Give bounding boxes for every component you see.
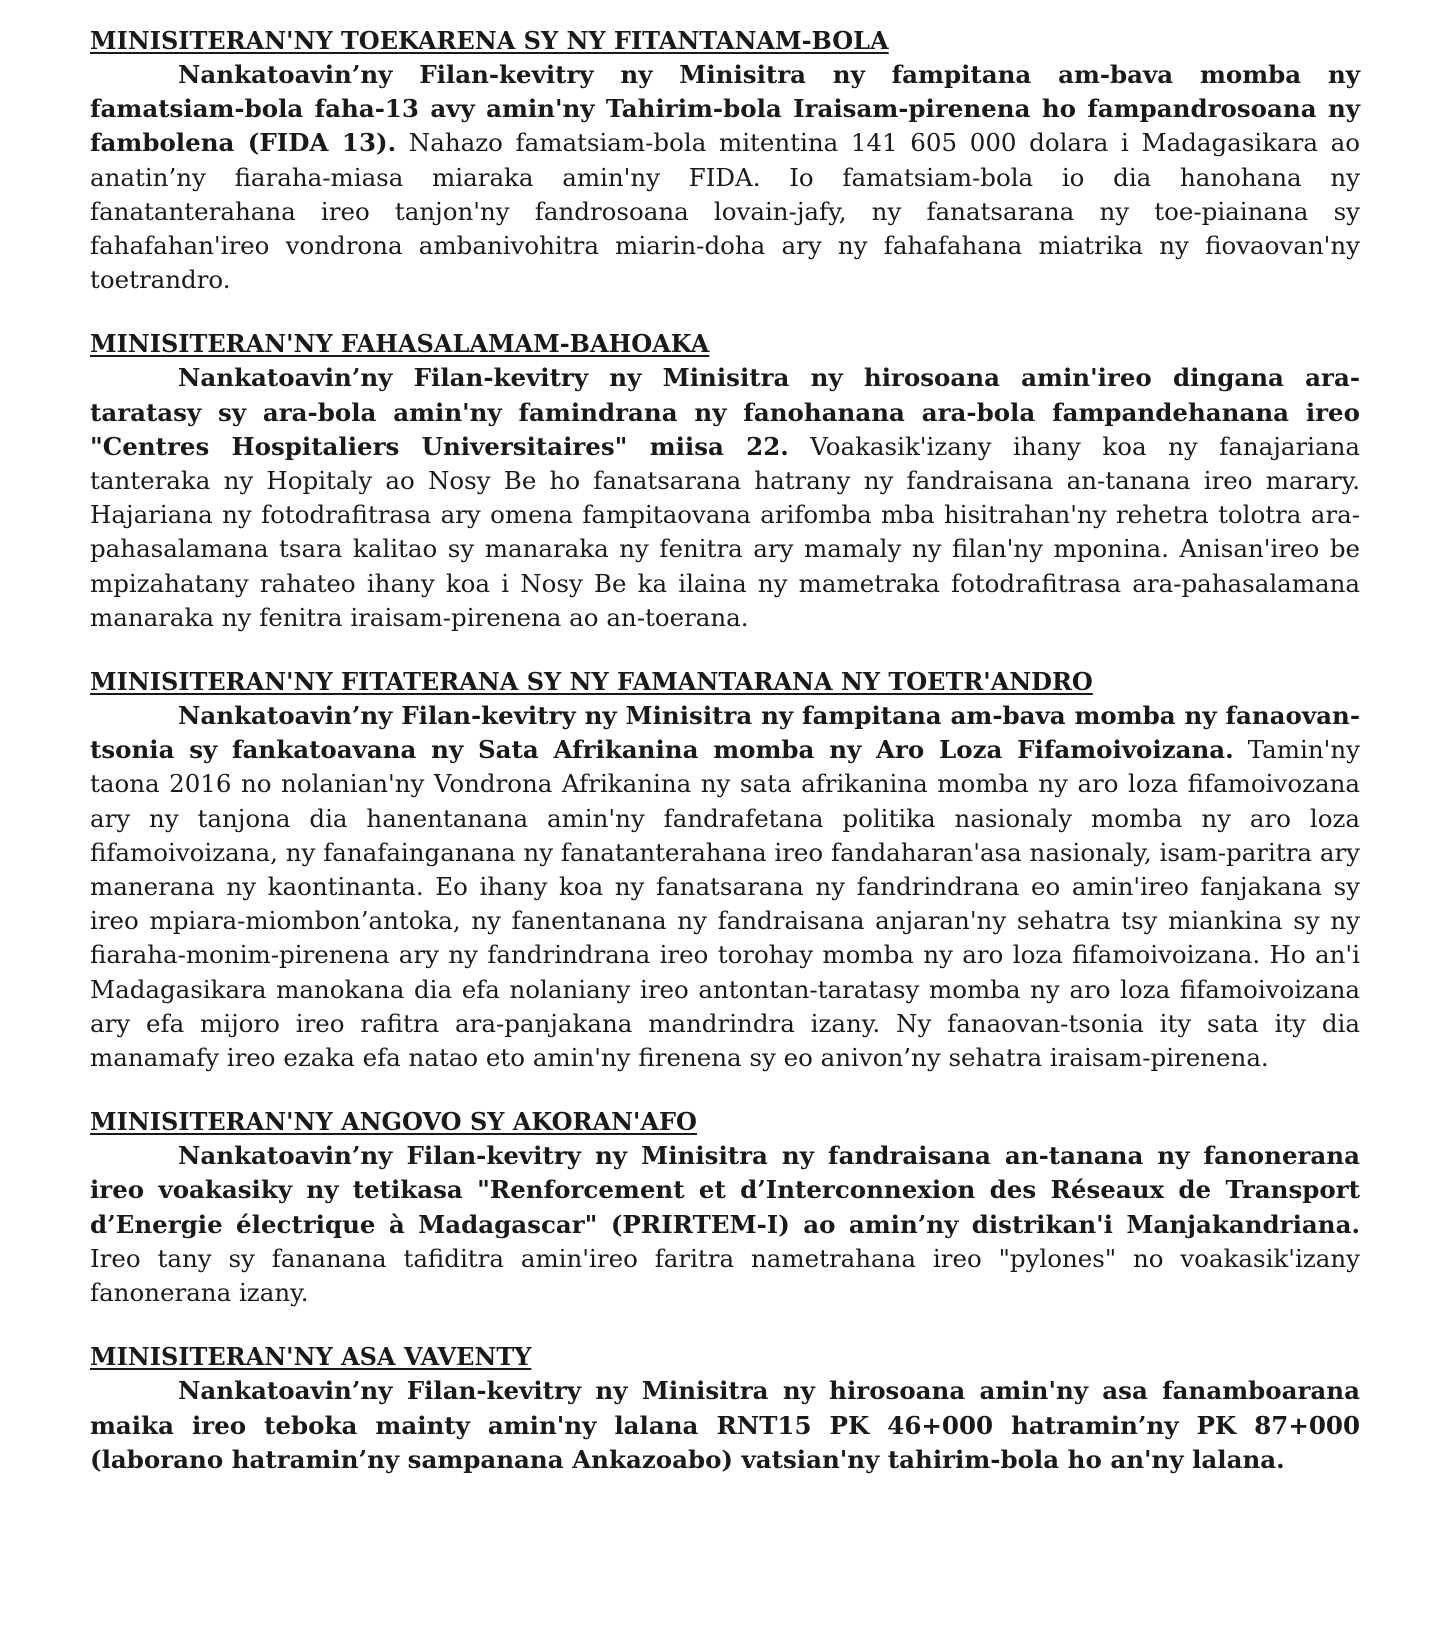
section-public-works (90, 1340, 1360, 1477)
paragraph-bold-lead: Nankatoavin’ny Filan-kevitry ny Minisitra ny fandraisana an-tanana ny fanonerana ireo voakasiky ny tetikasa "Renforcement et d’Interconnexion des Réseaux de Transport d’Energie électrique à Madagascar" (PRIRTEM-I) ao amin’ny distrikan'i Manjakandriana. (90, 1141, 1360, 1239)
section-heading: MINISITERAN'NY ANGOVO SY AKORAN'AFO (90, 1107, 697, 1137)
section-heading: MINISITERAN'NY FAHASALAMAM-BAHOAKA (90, 329, 710, 359)
section-paragraph (90, 361, 1360, 635)
paragraph-body: Voakasik'izany ihany koa ny fanajariana tanteraka ny Hopitaly ao Nosy Be ho fanatsarana hatrany ny fandraisana an-tanana ireo marary. Hajariana ny fotodrafitrasa ary omena fampitaovana arifomba mba hisitrahan'ny rehetra tolotra ara-pahasalamana tsara kalitao sy manaraka ny fenitra ary mamaly ny filan'ny mponina. Anisan'ireo be mpizahatany rahateo ihany koa i Nosy Be ka ilaina ny mametraka fotodrafitrasa ara-pahasalamana manaraka ny fenitra iraisam-pirenena ao an-toerana. (90, 431, 1360, 632)
section-heading: MINISITERAN'NY ASA VAVENTY (90, 1342, 532, 1372)
section-paragraph (90, 1374, 1360, 1477)
section-heading: MINISITERAN'NY TOEKARENA SY NY FITANTANAM-BOLA (90, 26, 889, 55)
section-paragraph (90, 1139, 1360, 1310)
paragraph-bold-lead: Nankatoavin’ny Filan-kevitry ny Minisitra ny fampitana am-bava momba ny famatsiam-bola faha-13 avy amin'ny Tahirim-bola Iraisam-pirenena ho fampandrosoana ny fambolena (FIDA 13). (90, 60, 1360, 158)
section-finance (90, 24, 1360, 297)
paragraph-bold-lead: Nankatoavin’ny Filan-kevitry ny Minisitra ny fampitana am-bava momba ny fanaovan-tsonia sy fankatoavana ny Sata Afrikanina momba ny Aro Loza Fifamoivoizana. (90, 701, 1360, 765)
paragraph-bold-lead: Nankatoavin’ny Filan-kevitry ny Minisitra ny hirosoana amin'ny asa fanamboarana maika ireo teboka mainty amin'ny lalana RNT15 PK 46+000 hatramin’ny PK 87+000 (laborano hatramin’ny sampanana Ankazoabo) vatsian'ny tahirim-bola ho an'ny lalana. (90, 1376, 1360, 1474)
paragraph-bold-lead: Nankatoavin’ny Filan-kevitry ny Minisitra ny hirosoana amin'ireo dingana ara-taratasy sy ara-bola amin'ny famindrana ny fanohanana ara-bola fampandehanana ireo "Centres Hospitaliers Universitaires" miisa 22. (90, 363, 1360, 461)
document-page (90, 24, 1360, 1507)
section-energy (90, 1105, 1360, 1310)
section-paragraph (90, 58, 1360, 297)
section-heading: MINISITERAN'NY FITATERANA SY NY FAMANTARANA NY TOETR'ANDRO (90, 667, 1093, 697)
section-paragraph (90, 699, 1360, 1075)
section-health (90, 327, 1360, 635)
paragraph-body: Tamin'ny taona 2016 no nolanian'ny Vondrona Afrikanina ny sata afrikanina momba ny aro loza fifamoivozana ary ny tanjona dia hanentanana amin'ny fandrafetana politika nasionaly momba ny aro loza fifamoivoizana, ny fanafainganana ny fanatanterahana ireo fandaharan'asa nasionaly, isam-paritra ary manerana ny kaontinanta. Eo ihany koa ny fanatsarana ny fandrindrana eo amin'ireo fanjakana sy ireo mpiara-miombon’antoka, ny fanentanana ny fandraisana anjaran'ny sehatra tsy miankina sy ny fiaraha-monim-pirenena ary ny fandrindrana ireo torohay momba ny aro loza fifamoivoizana. Ho an'i Madagasikara manokana dia efa nolaniany ireo antontan-taratasy momba ny aro loza fifamoivoizana ary efa mijoro ireo rafitra ara-panjakana mandrindra izany. Ny fanaovan-tsonia ity sata ity dia manamafy ireo ezaka efa natao eto amin'ny firenena sy eo anivon’ny sehatra iraisam-pirenena. (90, 735, 1360, 1073)
paragraph-body: Ireo tany sy fananana tafiditra amin'ireo faritra nametrahana ireo "pylones" no voakasik'izany fanonerana izany. (90, 1243, 1360, 1308)
paragraph-body: Nahazo famatsiam-bola mitentina 141 605 000 dolara i Madagasikara ao anatin’ny fiaraha-miasa miaraka amin'ny FIDA. Io famatsiam-bola io dia hanohana ny fanatanterahana ireo tanjon'ny fandrosoana lovain-jafy, ny fanatsarana ny toe-piainana sy fahafahan'ireo vondrona ambanivohitra miarin-doha ary ny fahafahana miatrika ny fiovaovan'ny toetrandro. (90, 128, 1360, 295)
section-transport (90, 665, 1360, 1075)
